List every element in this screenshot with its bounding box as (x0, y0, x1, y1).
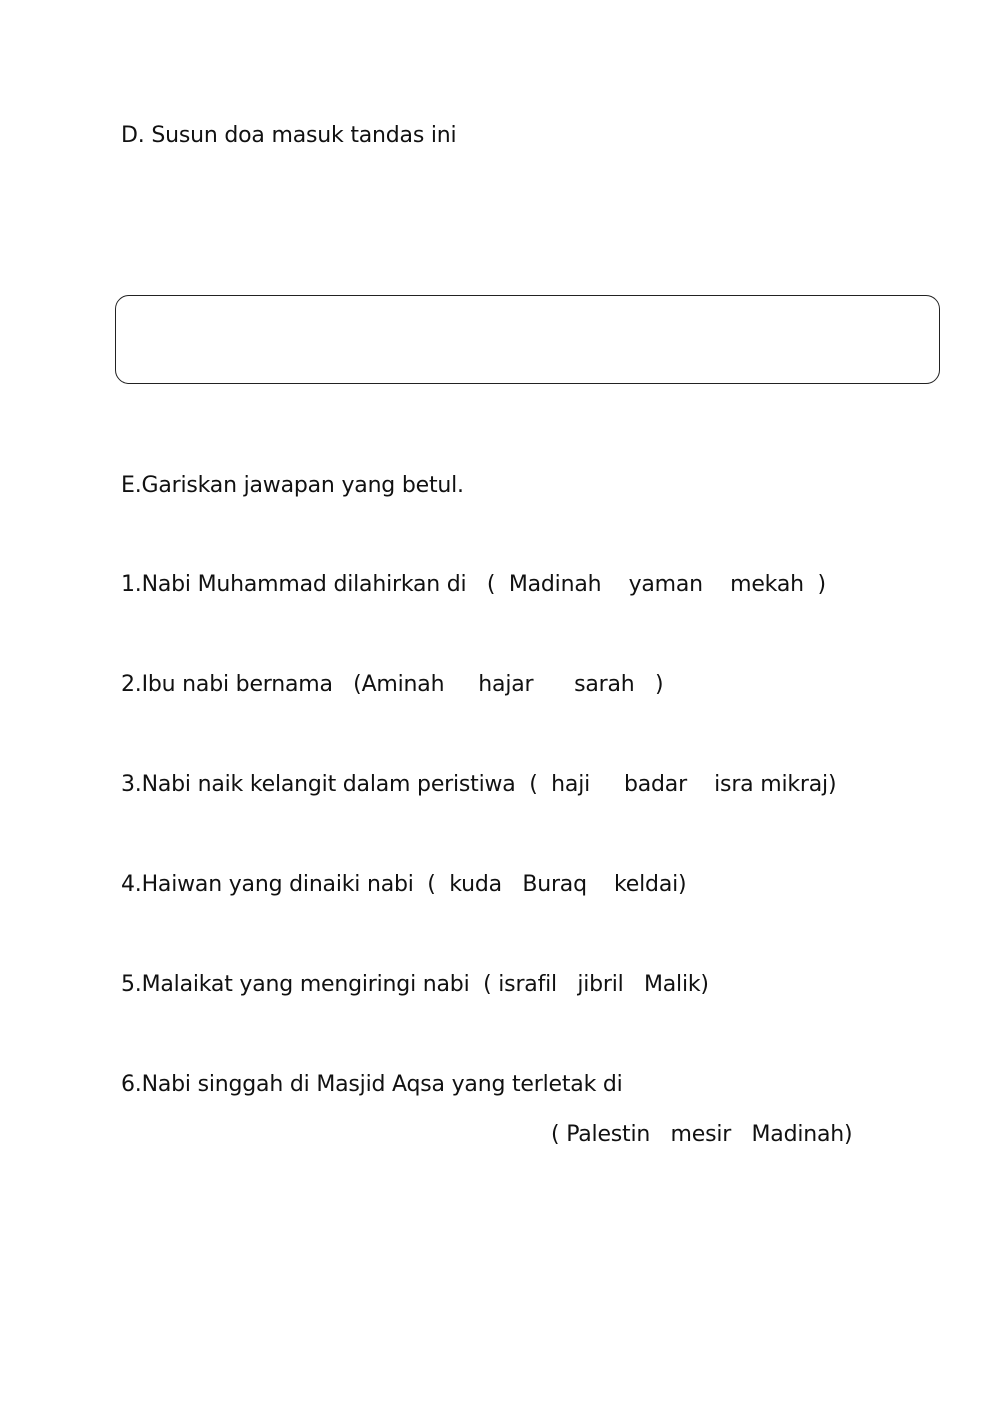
close-paren: ) (827, 772, 837, 797)
open-paren: ( (486, 572, 496, 597)
option-kuda[interactable]: kuda (449, 872, 502, 897)
option-madinah-2[interactable]: Madinah (751, 1122, 845, 1147)
section-d-heading: D. Susun doa masuk tandas ini (121, 123, 457, 148)
option-mekah[interactable]: mekah (730, 572, 804, 597)
open-paren: ( (483, 972, 492, 997)
close-paren: ) (700, 972, 709, 997)
section-e-heading: E.Gariskan jawapan yang betul. (121, 473, 464, 498)
option-malik[interactable]: Malik (643, 972, 701, 997)
option-haji[interactable]: haji (551, 772, 591, 797)
question-stem: 3.Nabi naik kelangit dalam peristiwa (121, 772, 516, 797)
open-paren: ( (529, 772, 538, 797)
question-2 (121, 670, 663, 700)
question-3 (121, 770, 836, 800)
option-palestin[interactable]: Palestin (566, 1122, 651, 1147)
option-sarah[interactable]: sarah (574, 672, 635, 697)
close-paren: ) (817, 572, 826, 597)
open-paren: ( (353, 672, 362, 697)
option-buraq[interactable]: Buraq (522, 872, 587, 897)
doa-answer-box[interactable] (115, 295, 940, 384)
option-mesir[interactable]: mesir (670, 1122, 732, 1147)
option-madinah[interactable]: Madinah (508, 572, 602, 597)
question-1 (121, 570, 826, 600)
question-5 (121, 970, 709, 1000)
question-6 (121, 1070, 623, 1100)
close-paren: ) (844, 1122, 853, 1147)
option-hajar[interactable]: hajar (478, 672, 534, 697)
close-paren: ) (654, 672, 664, 697)
close-paren: ) (678, 872, 687, 897)
question-stem: 5.Malaikat yang mengiringi nabi (121, 972, 470, 997)
option-yaman[interactable]: yaman (628, 572, 703, 597)
option-keldai[interactable]: keldai (614, 872, 679, 897)
question-stem: 4.Haiwan yang dinaiki nabi (121, 872, 414, 897)
option-isra-mikraj[interactable]: isra mikraj (714, 772, 828, 797)
open-paren: ( (427, 872, 436, 897)
option-jibril[interactable]: jibril (577, 972, 624, 997)
option-israfil[interactable]: israfil (498, 972, 557, 997)
option-aminah[interactable]: Aminah (361, 672, 445, 697)
question-stem: 6.Nabi singgah di Masjid Aqsa yang terletak di (121, 1072, 623, 1097)
question-stem: 1.Nabi Muhammad dilahirkan di (121, 572, 467, 597)
question-4 (121, 870, 686, 900)
question-6-options (551, 1120, 852, 1150)
question-stem: 2.Ibu nabi bernama (121, 672, 333, 697)
option-badar[interactable]: badar (624, 772, 687, 797)
open-paren: ( (551, 1122, 560, 1147)
